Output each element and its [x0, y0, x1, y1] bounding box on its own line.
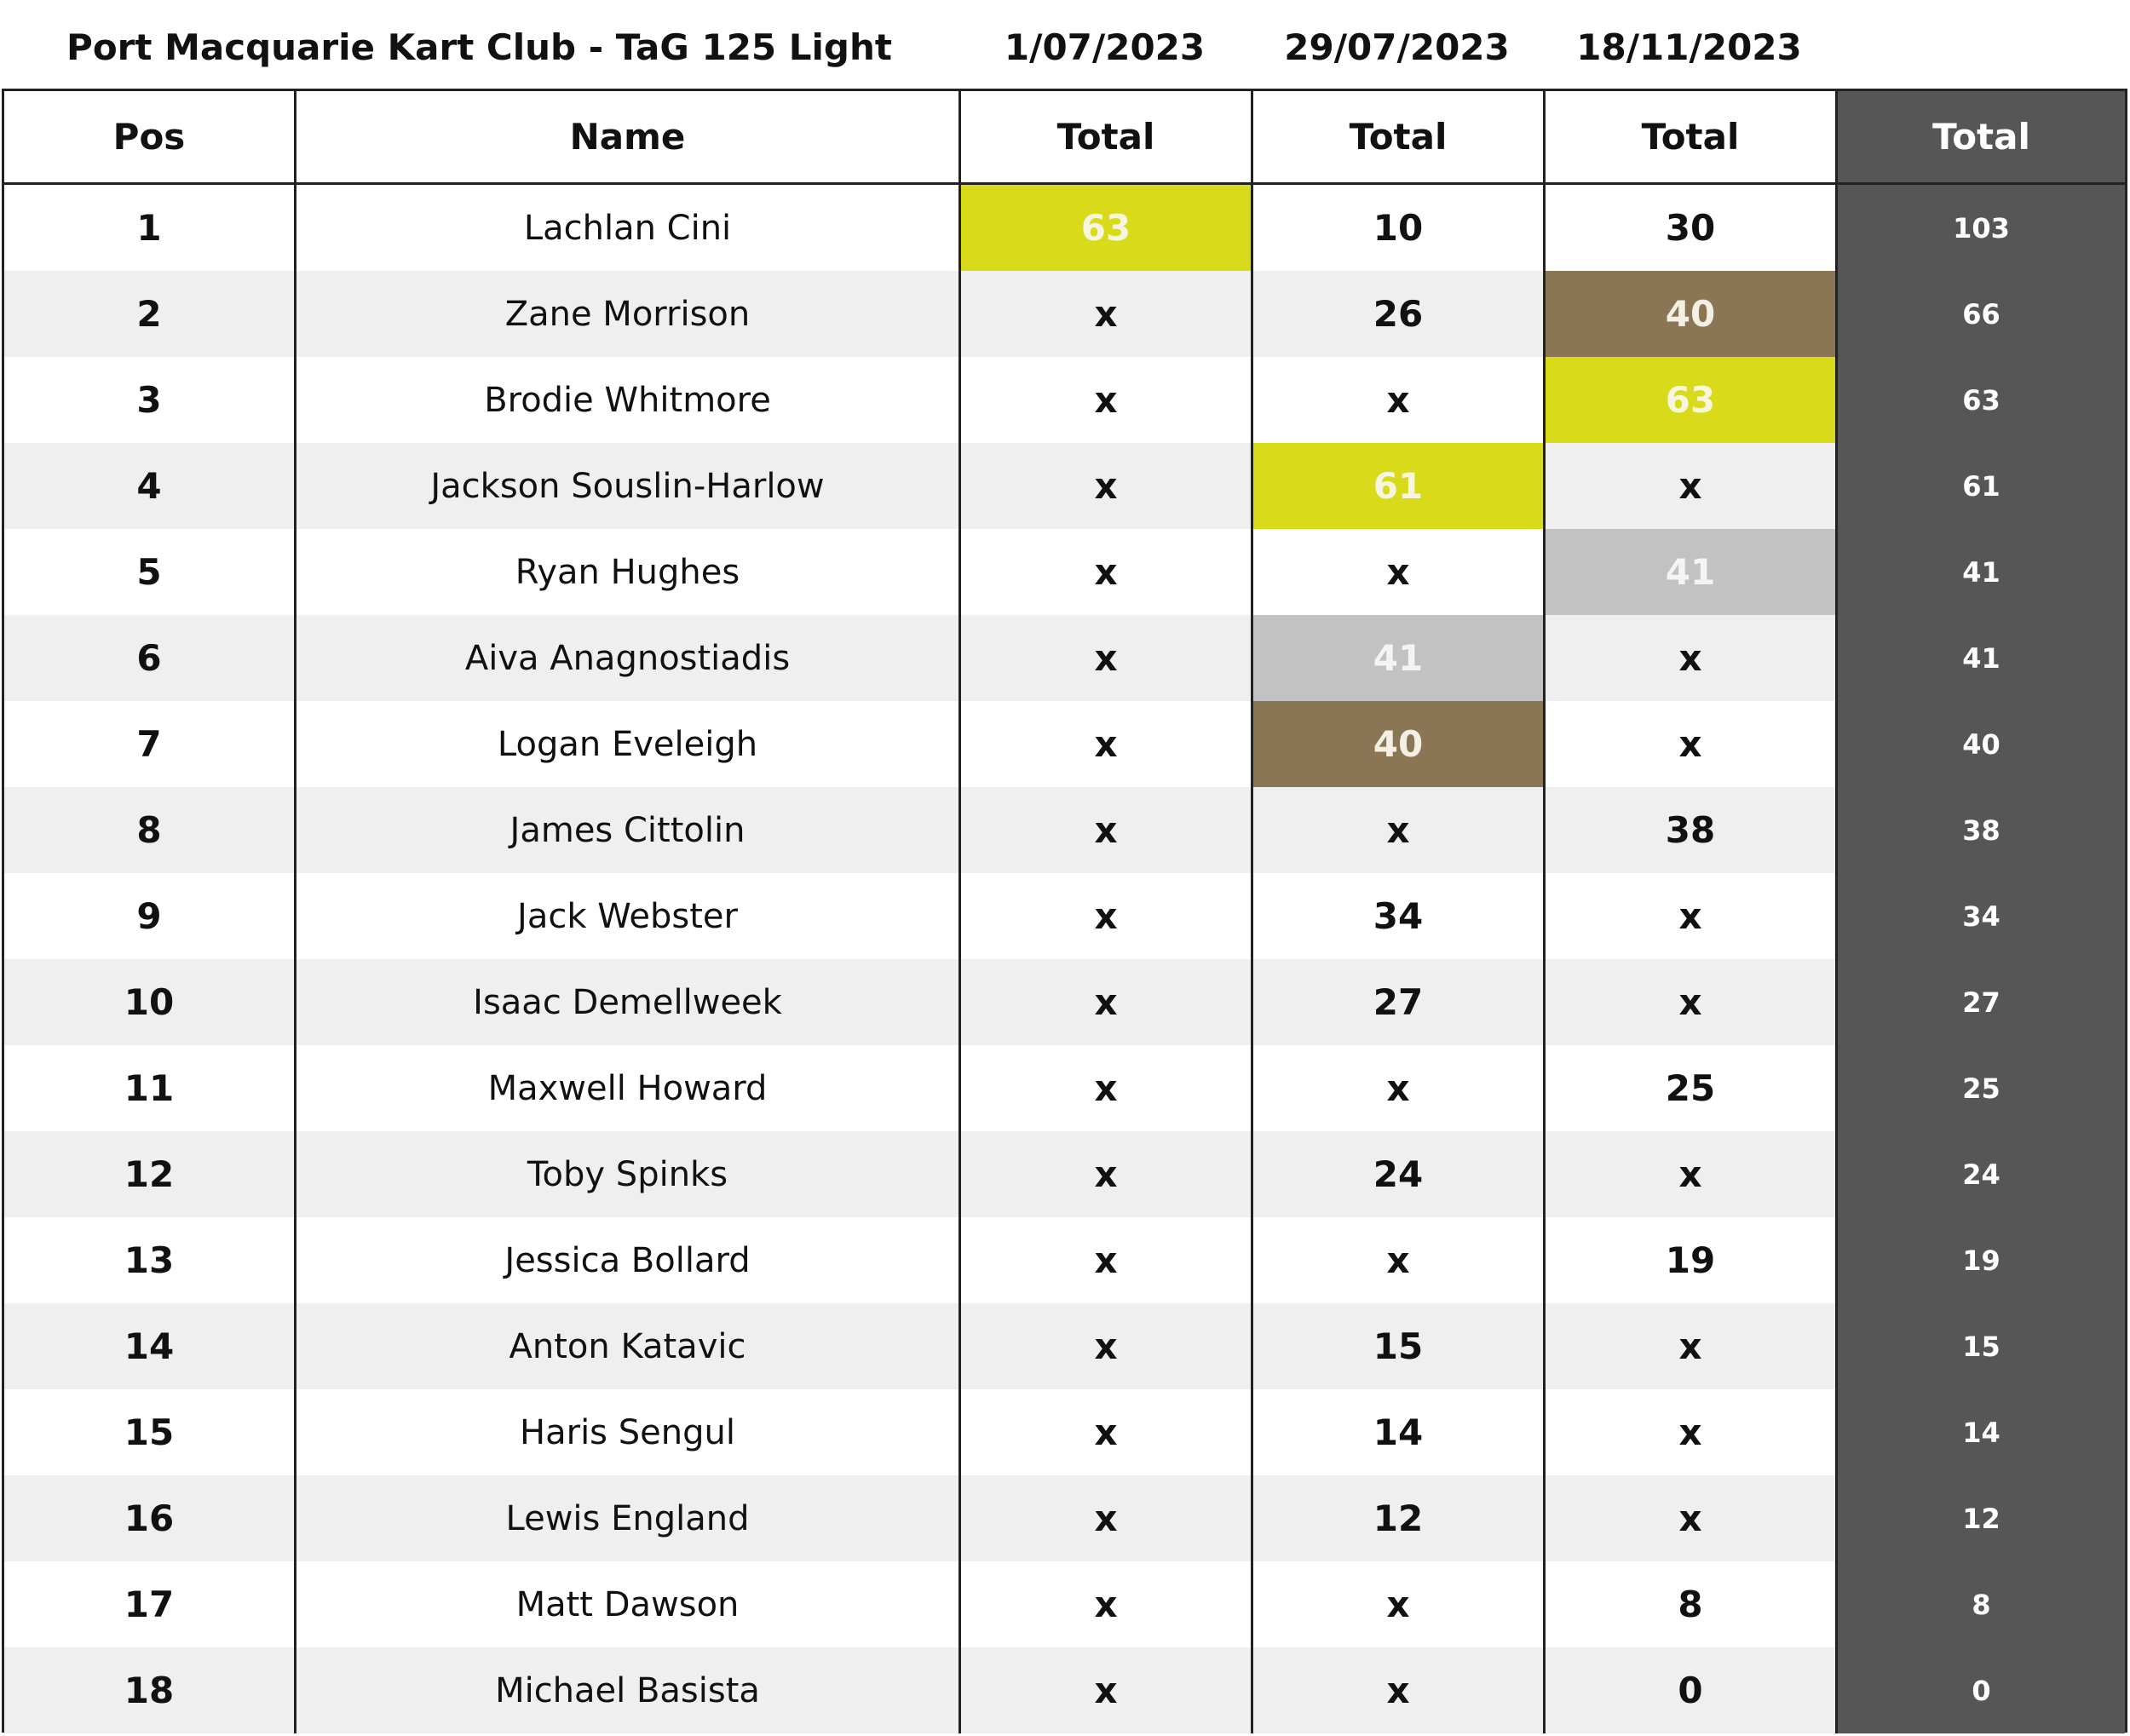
overall-total: 14	[1838, 1389, 2125, 1475]
round-2-points: 27	[1253, 959, 1546, 1045]
pos-cell: 2	[4, 271, 296, 357]
pos-cell: 13	[4, 1217, 296, 1303]
title-row	[0, 0, 2130, 89]
pos-cell: 16	[4, 1475, 296, 1561]
overall-total: 0	[1838, 1647, 2125, 1733]
table-row	[4, 443, 2125, 529]
driver-name: Maxwell Howard	[296, 1045, 961, 1131]
driver-name: Logan Eveleigh	[296, 701, 961, 787]
overall-total: 27	[1838, 959, 2125, 1045]
driver-name: Zane Morrison	[296, 271, 961, 357]
round-1-date: 1/07/2023	[1004, 26, 1206, 68]
table-row	[4, 1475, 2125, 1561]
driver-name: Toby Spinks	[296, 1131, 961, 1217]
pos-cell: 11	[4, 1045, 296, 1131]
round-3-points: 63	[1546, 357, 1838, 443]
round-2-points: 12	[1253, 1475, 1546, 1561]
driver-name: Jackson Souslin-Harlow	[296, 443, 961, 529]
round-1-points: x	[961, 787, 1253, 873]
driver-name: Brodie Whitmore	[296, 357, 961, 443]
driver-name: Isaac Demellweek	[296, 959, 961, 1045]
round-1-points: x	[961, 443, 1253, 529]
round-2-points: x	[1253, 1217, 1546, 1303]
header-pos: Pos	[4, 91, 296, 182]
table-row	[4, 959, 2125, 1045]
driver-name: Matt Dawson	[296, 1561, 961, 1647]
driver-name: Jack Webster	[296, 873, 961, 959]
overall-total: 103	[1838, 185, 2125, 271]
header-round-2-total: Total	[1253, 91, 1546, 182]
round-1-points: x	[961, 1475, 1253, 1561]
round-3-points: x	[1546, 959, 1838, 1045]
pos-cell: 15	[4, 1389, 296, 1475]
round-2-points: x	[1253, 357, 1546, 443]
standings-table	[2, 89, 2127, 1733]
driver-name: Aiva Anagnostiadis	[296, 615, 961, 701]
round-3-points: x	[1546, 615, 1838, 701]
round-2-points: 10	[1253, 185, 1546, 271]
round-1-points: x	[961, 1131, 1253, 1217]
round-1-points: x	[961, 271, 1253, 357]
table-row	[4, 529, 2125, 615]
overall-total: 41	[1838, 529, 2125, 615]
table-row	[4, 271, 2125, 357]
pos-cell: 10	[4, 959, 296, 1045]
round-1-points: x	[961, 1303, 1253, 1389]
pos-cell: 17	[4, 1561, 296, 1647]
driver-name: Lachlan Cini	[296, 185, 961, 271]
overall-total: 40	[1838, 701, 2125, 787]
round-1-points: x	[961, 701, 1253, 787]
round-3-points: 41	[1546, 529, 1838, 615]
pos-cell: 5	[4, 529, 296, 615]
overall-total: 25	[1838, 1045, 2125, 1131]
overall-total: 66	[1838, 271, 2125, 357]
overall-total: 41	[1838, 615, 2125, 701]
round-1-points: x	[961, 615, 1253, 701]
pos-cell: 6	[4, 615, 296, 701]
round-2-points: x	[1253, 787, 1546, 873]
table-row	[4, 1045, 2125, 1131]
driver-name: Haris Sengul	[296, 1389, 961, 1475]
round-3-points: x	[1546, 1475, 1838, 1561]
round-2-points: 15	[1253, 1303, 1546, 1389]
round-2-points: 61	[1253, 443, 1546, 529]
overall-total: 8	[1838, 1561, 2125, 1647]
table-row	[4, 787, 2125, 873]
round-3-points: x	[1546, 873, 1838, 959]
round-1-points: x	[961, 1045, 1253, 1131]
round-1-points: x	[961, 1561, 1253, 1647]
table-row	[4, 873, 2125, 959]
overall-total: 61	[1838, 443, 2125, 529]
driver-name: Jessica Bollard	[296, 1217, 961, 1303]
round-3-points: 40	[1546, 271, 1838, 357]
header-round-1-total: Total	[961, 91, 1253, 182]
round-2-points: 34	[1253, 873, 1546, 959]
header-overall-total: Total	[1838, 91, 2125, 182]
round-2-points: 41	[1253, 615, 1546, 701]
table-row	[4, 1389, 2125, 1475]
pos-cell: 8	[4, 787, 296, 873]
round-2-points: 26	[1253, 271, 1546, 357]
overall-total: 38	[1838, 787, 2125, 873]
table-header-row	[4, 91, 2125, 185]
header-round-3-total: Total	[1546, 91, 1838, 182]
round-1-points: x	[961, 1647, 1253, 1733]
round-1-points: x	[961, 873, 1253, 959]
round-3-points: x	[1546, 443, 1838, 529]
round-2-points: 14	[1253, 1389, 1546, 1475]
round-3-points: 25	[1546, 1045, 1838, 1131]
pos-cell: 4	[4, 443, 296, 529]
round-3-points: 30	[1546, 185, 1838, 271]
driver-name: Anton Katavic	[296, 1303, 961, 1389]
overall-total: 12	[1838, 1475, 2125, 1561]
round-1-points: 63	[961, 185, 1253, 271]
page-title: Port Macquarie Kart Club - TaG 125 Light	[66, 26, 892, 68]
pos-cell: 1	[4, 185, 296, 271]
round-1-points: x	[961, 1389, 1253, 1475]
table-row	[4, 701, 2125, 787]
pos-cell: 18	[4, 1647, 296, 1733]
round-2-points: x	[1253, 1647, 1546, 1733]
round-1-points: x	[961, 357, 1253, 443]
overall-total: 34	[1838, 873, 2125, 959]
round-1-points: x	[961, 1217, 1253, 1303]
table-row	[4, 1561, 2125, 1647]
pos-cell: 7	[4, 701, 296, 787]
pos-cell: 3	[4, 357, 296, 443]
round-2-points: 24	[1253, 1131, 1546, 1217]
overall-total: 24	[1838, 1131, 2125, 1217]
round-1-points: x	[961, 959, 1253, 1045]
round-3-points: 38	[1546, 787, 1838, 873]
table-row	[4, 615, 2125, 701]
round-3-points: 0	[1546, 1647, 1838, 1733]
pos-cell: 12	[4, 1131, 296, 1217]
table-row	[4, 1647, 2125, 1733]
round-3-points: x	[1546, 701, 1838, 787]
round-2-points: 40	[1253, 701, 1546, 787]
overall-total: 63	[1838, 357, 2125, 443]
overall-total: 19	[1838, 1217, 2125, 1303]
round-2-points: x	[1253, 1045, 1546, 1131]
overall-total: 15	[1838, 1303, 2125, 1389]
driver-name: Lewis England	[296, 1475, 961, 1561]
pos-cell: 14	[4, 1303, 296, 1389]
driver-name: Michael Basista	[296, 1647, 961, 1733]
table-row	[4, 185, 2125, 271]
round-3-points: 8	[1546, 1561, 1838, 1647]
round-3-points: x	[1546, 1303, 1838, 1389]
table-row	[4, 1217, 2125, 1303]
header-name: Name	[296, 91, 961, 182]
pos-cell: 9	[4, 873, 296, 959]
round-1-points: x	[961, 529, 1253, 615]
table-row	[4, 357, 2125, 443]
round-3-points: 19	[1546, 1217, 1838, 1303]
round-2-date: 29/07/2023	[1284, 26, 1510, 68]
round-3-points: x	[1546, 1131, 1838, 1217]
round-2-points: x	[1253, 1561, 1546, 1647]
round-3-points: x	[1546, 1389, 1838, 1475]
driver-name: James Cittolin	[296, 787, 961, 873]
round-2-points: x	[1253, 529, 1546, 615]
driver-name: Ryan Hughes	[296, 529, 961, 615]
table-row	[4, 1131, 2125, 1217]
round-3-date: 18/11/2023	[1576, 26, 1802, 68]
table-row	[4, 1303, 2125, 1389]
